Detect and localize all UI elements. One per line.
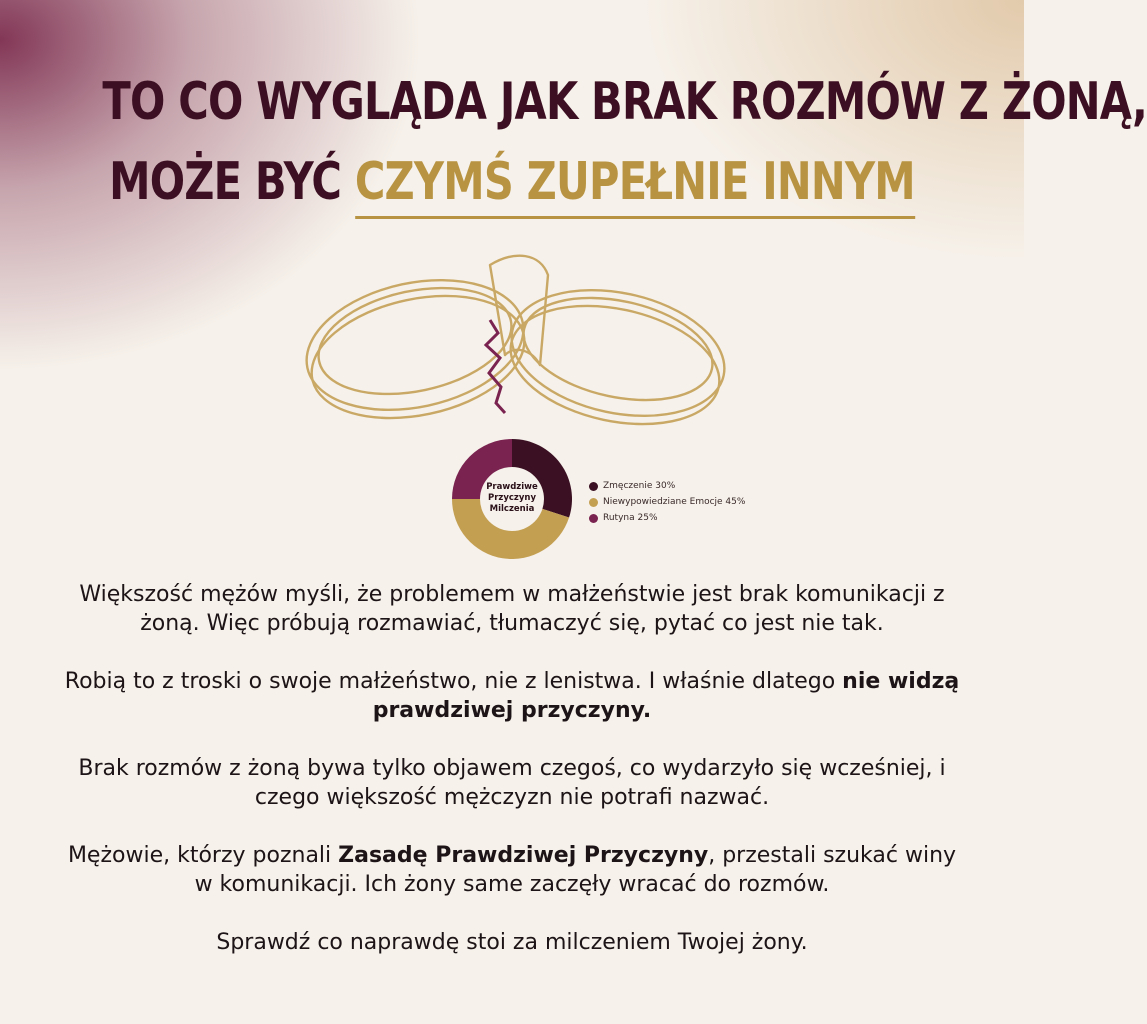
legend-label-emocje: Niewypowiedziane Emocje 45% (603, 497, 746, 507)
legend-item-zmeczenie (589, 478, 745, 494)
broken-rings-illustration (300, 245, 730, 435)
paragraph-2-bold: nie widzą prawdziwej przyczyny. (372, 669, 960, 723)
legend-label-zmeczenie: Zmęczenie 30% (603, 481, 676, 491)
paragraph-4-suffix: , przestali szukać winy w komunikacji. Ich żony same zaczęły wracać do rozmów. (194, 843, 957, 897)
legend-item-emocje (589, 494, 745, 510)
legend-item-rutyna (589, 510, 745, 526)
headline-accent: CZYMŚ ZUPEŁNIE INNYM (355, 152, 915, 219)
paragraph-5: Sprawdź co naprawdę stoi za milczeniem Twojej żony. (216, 930, 808, 955)
chart-legend (589, 478, 745, 526)
paragraph-2 (60, 667, 964, 725)
paragraph-4 (60, 841, 964, 899)
donut-center-label: Prawdziwe Przyczyny Milczenia (486, 482, 538, 514)
paragraph-4-prefix: Mężowie, którzy poznali (67, 843, 339, 868)
paragraph-4-bold: Zasadę Prawdziwej Przyczyny (338, 843, 709, 868)
body-text (60, 580, 964, 986)
headline (102, 62, 1147, 222)
right-ring-band (500, 288, 731, 442)
legend-dot-emocje (589, 498, 598, 507)
legend-dot-zmeczenie (589, 482, 598, 491)
headline-line-2 (102, 142, 921, 222)
legend-dot-rutyna (589, 514, 598, 523)
headline-line-2-prefix: MOŻE BYĆ (109, 152, 355, 212)
paragraph-3: Brak rozmów z żoną bywa tylko objawem czegoś, co wydarzyło się wcześniej, i czego większość mężczyzn nie potrafi nazwać. (78, 756, 946, 810)
paragraph-2-text: Robią to z troski o swoje małżeństwo, nie z lenistwa. I właśnie dlatego (64, 669, 843, 694)
paragraph-1: Większość mężów myśli, że problemem w małżeństwie jest brak komunikacji z żoną. Więc próbują rozmawiać, tłumaczyć się, pytać co jest nie tak. (79, 582, 945, 636)
legend-label-rutyna: Rutyna 25% (603, 513, 658, 523)
headline-line-1: TO CO WYGLĄDA JAK BRAK ROZMÓW Z ŻONĄ, (102, 72, 1147, 132)
